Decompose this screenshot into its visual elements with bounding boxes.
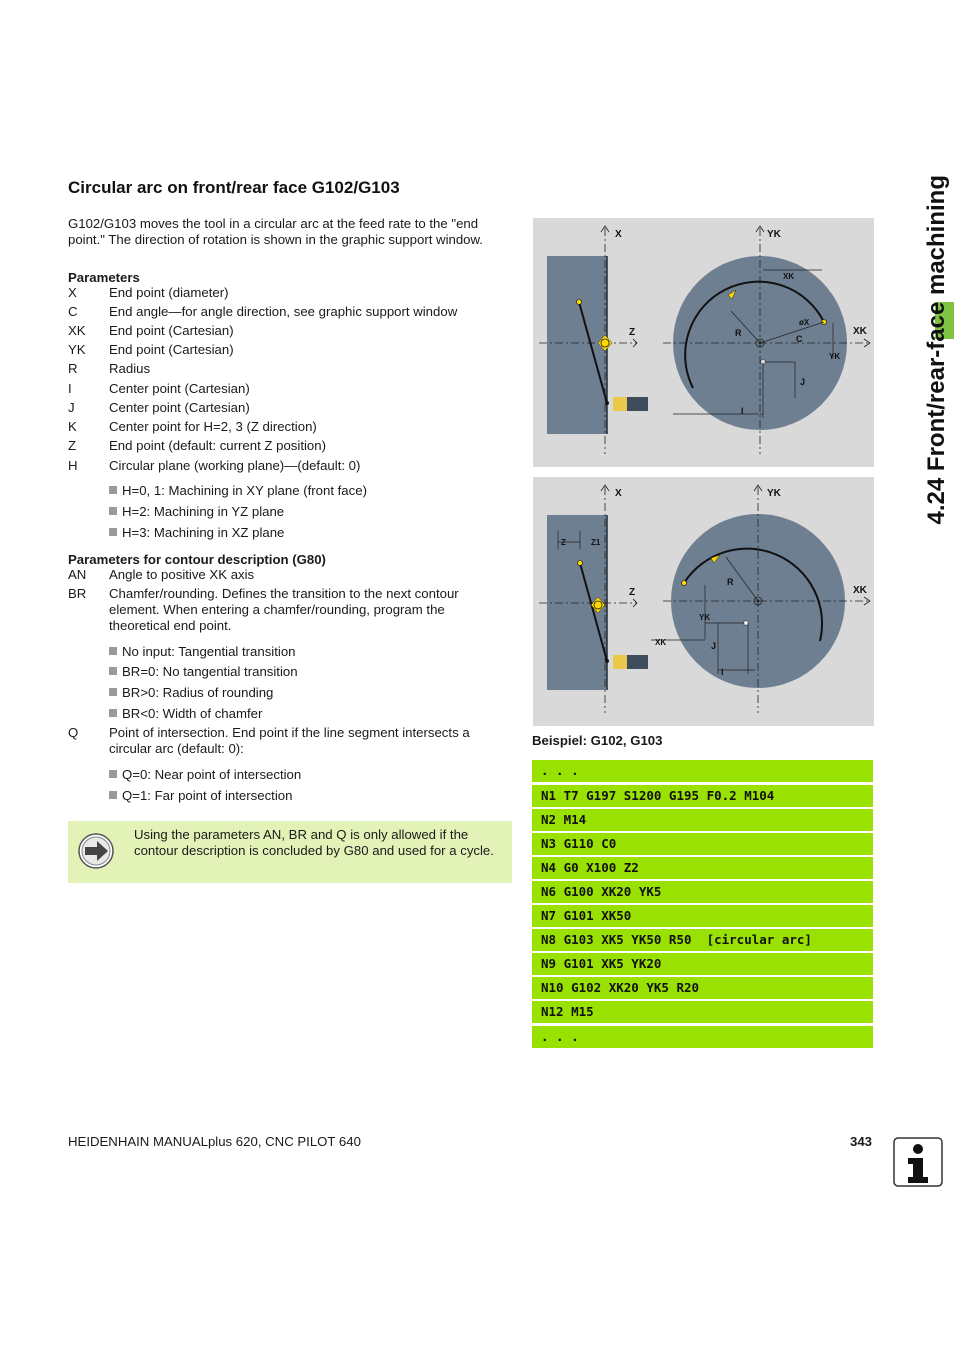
note-box <box>68 821 512 883</box>
fig2-label-yk-small: YK <box>699 613 711 622</box>
arrow-right-icon <box>78 833 114 869</box>
figure-rear-face-arc <box>533 477 874 726</box>
code-line: . . . <box>532 1026 873 1048</box>
bullet-item: Q=1: Far point of intersection <box>109 788 292 803</box>
code-line: N7 G101 XK50 <box>532 905 873 927</box>
fig2-label-xk-small: XK <box>655 638 667 647</box>
fig2-label-xk-axis: XK <box>853 585 867 596</box>
code-line: N3 G110 C0 <box>532 833 873 855</box>
bullet-item: Q=0: Near point of intersection <box>109 767 301 782</box>
bullet-item: H=2: Machining in YZ plane <box>109 504 284 519</box>
bullet-item: BR=0: No tangential transition <box>109 664 298 679</box>
code-line: N12 M15 <box>532 1001 873 1023</box>
code-line: . . . <box>532 760 873 782</box>
section-title: Circular arc on front/rear face G102/G103 <box>68 178 400 197</box>
fig1-label-xk-axis: XK <box>853 326 867 337</box>
code-line: N8 G103 XK5 YK50 R50 [circular arc] <box>532 929 873 951</box>
fig1-label-j: J <box>800 377 806 387</box>
parameters-heading: Parameters <box>68 270 140 285</box>
code-line: N10 G102 XK20 YK5 R20 <box>532 977 873 999</box>
fig2-label-z-dim: Z <box>561 538 566 547</box>
example-title: Beispiel: G102, G103 <box>532 733 663 748</box>
note-text: Using the parameters AN, BR and Q is only allowed if the contour description is concluded by G80 and used for a cycle. <box>134 827 494 858</box>
fig1-label-xk-top: XK <box>783 272 795 281</box>
fig1-label-c: C <box>796 334 803 344</box>
info-icon <box>893 1137 943 1187</box>
fig1-label-x: X <box>615 229 622 240</box>
fig2-label-z: Z <box>629 587 636 598</box>
fig2-label-r: R <box>727 577 734 587</box>
workpiece-side <box>547 256 607 434</box>
fig1-label-ox: øX <box>799 318 810 327</box>
code-line: N6 G100 XK20 YK5 <box>532 881 873 903</box>
fig2-label-yk: YK <box>767 488 781 499</box>
bullet-item: H=3: Machining in XZ plane <box>109 525 284 540</box>
code-line: N2 M14 <box>532 809 873 831</box>
fig1-label-yk-small: YK <box>829 352 841 361</box>
fig2-label-j: J <box>711 641 717 651</box>
fig1-label-yk: YK <box>767 229 781 240</box>
footer-product: HEIDENHAIN MANUALplus 620, CNC PILOT 640 <box>68 1134 361 1149</box>
bullet-item: H=0, 1: Machining in XY plane (front face) <box>109 483 367 498</box>
code-line: N9 G101 XK5 YK20 <box>532 953 873 975</box>
intro-paragraph: G102/G103 moves the tool in a circular arc at the feed rate to the "end point." The direction of rotation is shown in the graphic support window. <box>68 216 483 247</box>
fig2-label-i: I <box>721 667 724 677</box>
fig2-label-x: X <box>615 488 622 499</box>
figure-front-face-arc <box>533 218 874 467</box>
fig1-label-r: R <box>735 328 742 338</box>
code-line: N4 G0 X100 Z2 <box>532 857 873 879</box>
bullet-item: No input: Tangential transition <box>109 644 296 659</box>
fig1-label-z: Z <box>629 327 636 338</box>
bullet-item: BR>0: Radius of rounding <box>109 685 273 700</box>
fig1-label-i: I <box>741 406 744 416</box>
fig2-label-z1-dim: Z1 <box>591 538 601 547</box>
contour-parameters-heading: Parameters for contour description (G80) <box>68 552 326 567</box>
code-line: N1 T7 G197 S1200 G195 F0.2 M104 <box>532 785 873 807</box>
bullet-item: BR<0: Width of chamfer <box>109 706 262 721</box>
page-number: 343 <box>849 1134 872 1149</box>
